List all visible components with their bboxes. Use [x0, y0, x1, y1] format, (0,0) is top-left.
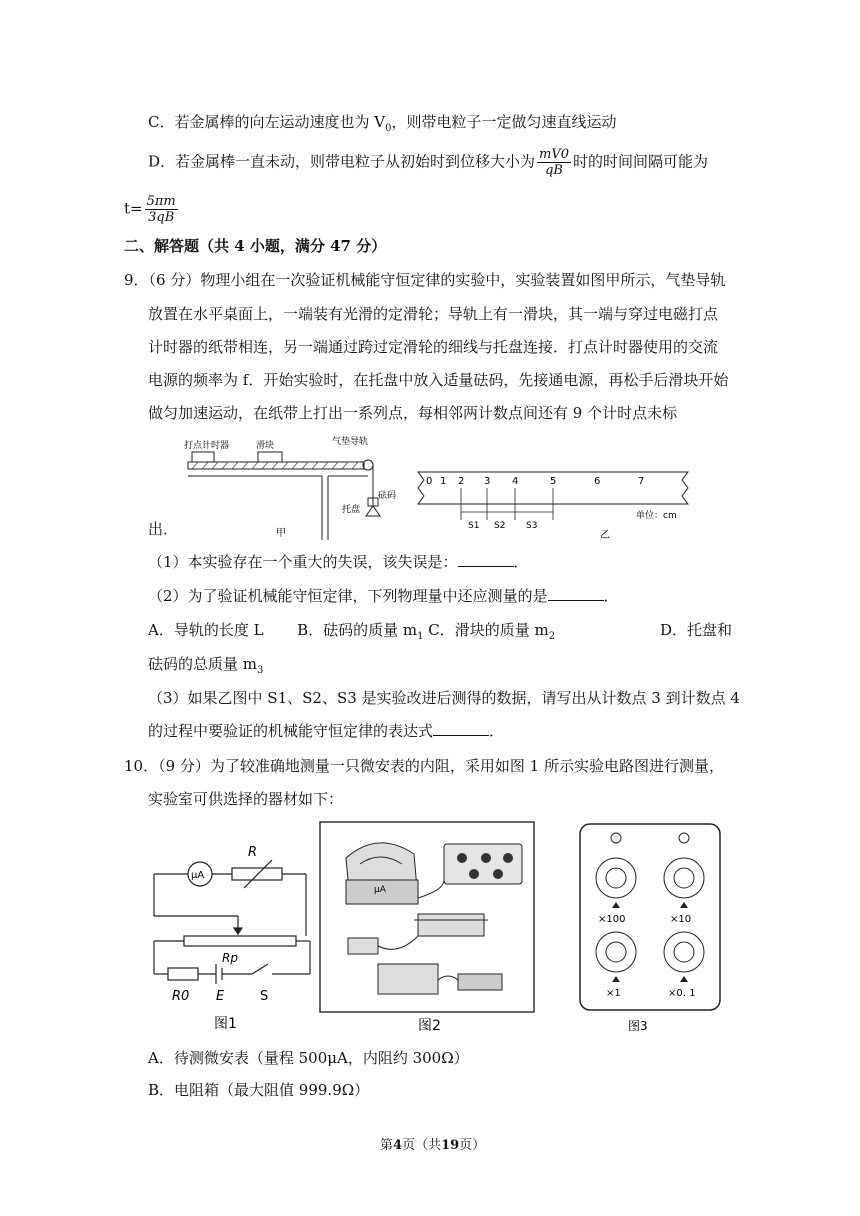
- section-title: 二、解答题（共 4 小题，满分 47 分）: [124, 237, 387, 255]
- figure-yi: [410, 448, 700, 544]
- dial-x100: ×100: [598, 914, 626, 925]
- fraction-5pim-3qb: $\frac{5\pi m}{3qB}$: [146, 194, 176, 225]
- tape-s2: S2: [494, 521, 506, 531]
- tape-unit: 单位：cm: [636, 511, 677, 521]
- label-E: E: [216, 989, 225, 1004]
- caption-jia: 甲: [276, 528, 286, 539]
- fig2-meter-label: μA: [374, 885, 386, 895]
- fraction-mv0-qb: $\frac{mV0}{qB}$: [539, 147, 570, 178]
- caption-yi: 乙: [600, 530, 610, 541]
- label-rail: 气垫导轨: [332, 437, 369, 447]
- label-S: S: [260, 989, 269, 1004]
- dial-x1: ×1: [606, 988, 621, 999]
- label-R0: R0: [172, 989, 190, 1004]
- dial-x10: ×10: [670, 914, 692, 925]
- q9-option-b: B．砝码的质量 $m_1$: [297, 621, 424, 642]
- tape-point-6: 6: [594, 476, 601, 487]
- q9-sub2: （2）为了验证机械能守恒定律，下列物理量中还应测量的是 ．: [148, 587, 619, 605]
- caption-fig1: 图1: [214, 1016, 237, 1032]
- q9-line3: 计时器的纸带相连，另一端通过跨过定滑轮的细线与托盘连接．打点计时器使用的交流: [148, 338, 719, 356]
- dial-x01: ×0. 1: [668, 988, 696, 999]
- q10-option-a: A．待测微安表（量程 500μA，内阻约 300Ω）: [148, 1049, 469, 1067]
- q10-line2: 实验室可供选择的器材如下：: [148, 790, 344, 808]
- tape-point-4: 4: [512, 476, 519, 487]
- label-slider: 滑块: [256, 441, 275, 451]
- tape-point-1: 1: [440, 476, 447, 487]
- microammeter-label: μA: [191, 870, 205, 881]
- q9-sub3-line2: 的过程中要验证的机械能守恒定律的表达式 ．: [148, 722, 505, 740]
- q9-sub1: （1）本实验存在一个重大的失误，该失误是： ．: [148, 553, 529, 571]
- figure-3-resistance-box: [576, 820, 738, 1034]
- q8-option-d: D．若金属棒一直未动，则带电粒子从初始时到位移大小为 $\frac{mV0}{qB}$ 时的时间间隔可能为: [148, 147, 709, 178]
- tape-point-2: 2: [458, 476, 465, 487]
- q9-line4: 电源的频率为 f．开始实验时，在托盘中放入适量砝码，先接通电源，再松手后滑块开始: [148, 371, 729, 389]
- q9-sub3-line1: （3）如果乙图中 S1、S2、S3 是实验改进后测得的数据，请写出从计数点 3 到计数点 4: [148, 689, 740, 707]
- caption-fig2: 图2: [418, 1018, 441, 1034]
- q9-option-a: A．导轨的长度 L: [148, 621, 264, 639]
- tape-point-3: 3: [484, 476, 491, 487]
- q8-option-c: C．若金属棒的向左运动速度也为 $V_0$，则带电粒子一定做匀速直线运动: [148, 113, 617, 134]
- figure-1-circuit: [148, 842, 316, 1032]
- q9-line5: 做匀加速运动，在纸带上打出一系列点，每相邻两计数点间还有 9 个计时点未标: [148, 404, 678, 422]
- tape-s1: S1: [468, 521, 480, 531]
- tape-s3: S3: [526, 521, 538, 531]
- label-timer: 打点计时器: [184, 441, 230, 451]
- q9-options-row: [148, 620, 555, 647]
- q10-line1: 10．（9 分）为了较准确地测量一只微安表的内阻，采用如图 1 所示实验电路图进行测量，: [124, 757, 724, 775]
- answer-blank-3[interactable]: [433, 721, 489, 736]
- caption-fig3: 图3: [628, 1019, 648, 1033]
- answer-blank-1[interactable]: [458, 552, 514, 567]
- page-footer: 第4页（共19页）: [380, 1138, 486, 1153]
- q9-option-c: C．滑块的质量 $m_2$: [428, 621, 556, 642]
- tape-point-0: 0: [426, 476, 433, 487]
- q8-option-d-time: t= $\frac{5\pi m}{3qB}$: [124, 194, 176, 225]
- q9-line1: 9．（6 分）物理小组在一次验证机械能守恒定律的实验中，实验装置如图甲所示，气垫导轨: [124, 271, 726, 289]
- label-tray: 托盘: [342, 505, 361, 515]
- tape-point-5: 5: [550, 476, 557, 487]
- tape-point-7: 7: [638, 476, 645, 487]
- label-weight: 砝码: [378, 491, 397, 501]
- q9-option-d-cont: 砝码的总质量 $m_3$: [148, 655, 264, 676]
- label-R: R: [248, 845, 258, 860]
- figure-2-apparatus: [318, 820, 538, 1034]
- label-Rp: Rp: [222, 951, 238, 965]
- q9-option-d: D．托盘和: [660, 621, 733, 639]
- answer-blank-2[interactable]: [548, 586, 604, 601]
- q9-line2: 放置在水平桌面上，一端装有光滑的定滑轮；导轨上有一滑块，其一端与穿过电磁打点: [148, 305, 719, 323]
- q10-option-b: B．电阻箱（最大阻值 999.9Ω）: [148, 1081, 370, 1099]
- figure-jia: [182, 436, 402, 542]
- q9-line6: 出．: [148, 520, 179, 538]
